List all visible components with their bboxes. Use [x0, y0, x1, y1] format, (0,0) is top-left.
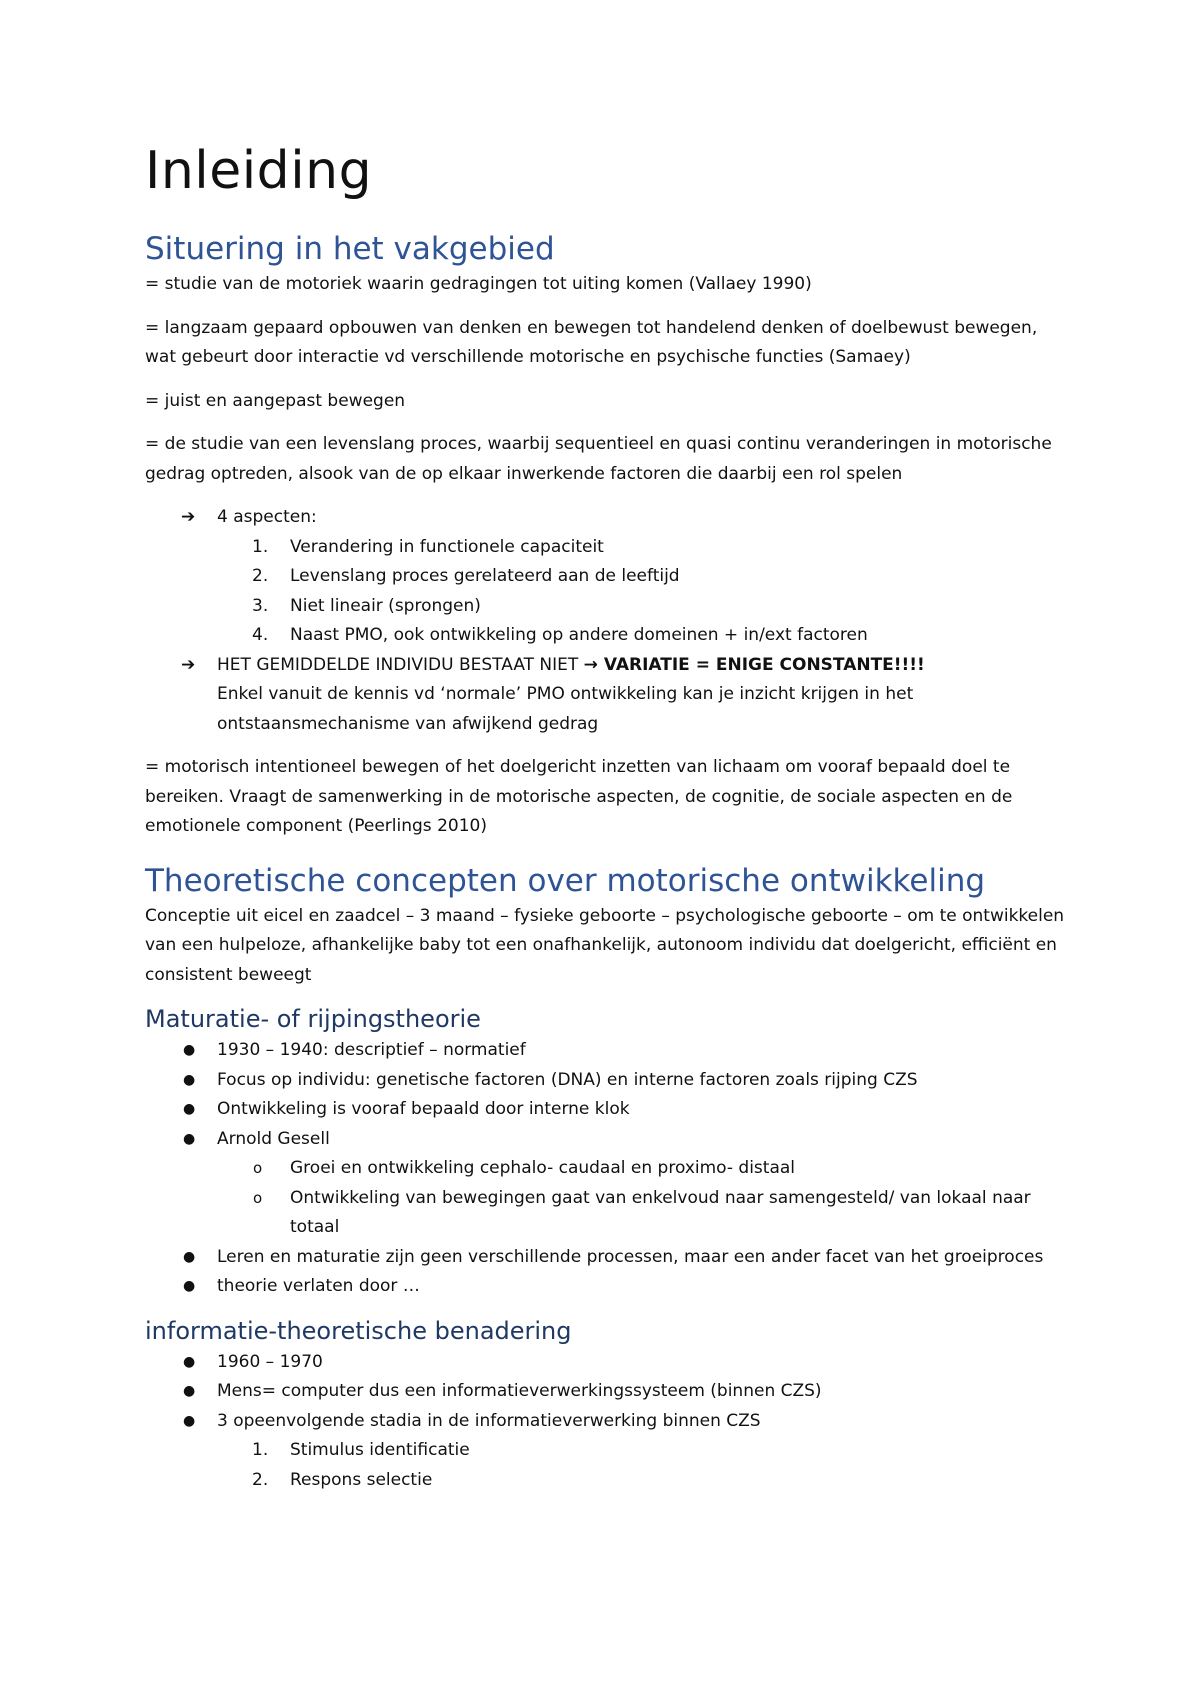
bullet-icon: ● [183, 1383, 196, 1399]
informatie-bullet-list [145, 1348, 1065, 1437]
document-content [145, 138, 1065, 1495]
list-item: o Ontwikkeling van bewegingen gaat van enkelvoud naar samengesteld/ van lokaal naar totaal [145, 1184, 1065, 1243]
arrow-item-continuation: Enkel vanuit de kennis vd ‘normale’ PMO ontwikkeling kan je inzicht krijgen in het ontstaansmechanisme van afwijkend gedrag [217, 684, 914, 734]
page-title: Inleiding [145, 141, 373, 201]
paragraph-definition-3: = juist en aangepast bewegen [145, 390, 406, 411]
list-item: ● Focus op individu: genetische factoren (DNA) en interne factoren zoals rijping CZS [145, 1066, 1065, 1096]
list-item: 1. Verandering in functionele capaciteit [252, 536, 604, 557]
list-item: 4. Naast PMO, ook ontwikkeling op andere domeinen + in/ext factoren [252, 625, 868, 645]
paragraph-definition-4: = de studie van een levenslang proces, waarbij sequentieel en quasi continu veranderingen in motorische gedrag optreden, alsook van de op elkaar inwerkende factoren die daarbij een rol spelen [145, 434, 1052, 484]
section-heading-situering: Situering in het vakgebied [145, 231, 555, 267]
bullet-icon: ● [183, 1353, 196, 1370]
sub-bullet-icon: o [253, 1159, 263, 1177]
maturatie-bullet-list [145, 1036, 1065, 1154]
arrow-item-aspects [145, 503, 1065, 533]
arrow-inline-icon: → [583, 654, 598, 675]
list-item: ● Arnold Gesell [145, 1125, 1065, 1155]
bullet-icon: ● [183, 1248, 196, 1265]
stages-list [145, 1436, 1065, 1495]
list-item: ● theorie verlaten door … [145, 1272, 1065, 1302]
bullet-icon: ● [183, 1042, 196, 1058]
bullet-icon: ● [183, 1101, 196, 1117]
list-item: o Groei en ontwikkeling cephalo- caudaal en proximo- distaal [145, 1154, 1065, 1184]
list-item: 2. Respons selectie [252, 1469, 433, 1490]
sub-bullet-icon: o [253, 1188, 263, 1207]
aspects-list [145, 533, 1065, 651]
bullet-icon: ● [183, 1278, 196, 1294]
list-item: ● Mens= computer dus een informatieverwerkingssysteem (binnen CZS) [145, 1377, 1065, 1407]
paragraph-definition-2: = langzaam gepaard opbouwen van denken en bewegen tot handelend denken of doelbewust bewegen, wat gebeurt door interactie vd verschillende motorische en psychische functies (Samaey) [145, 317, 1038, 367]
subsection-heading-informatie-theoretisch: informatie-theoretische benadering [145, 1316, 572, 1345]
gesell-sub-list [145, 1154, 1065, 1243]
emphasis-text: VARIATIE = ENIGE CONSTANTE!!!! [597, 654, 925, 675]
subsection-heading-maturatie: Maturatie- of rijpingstheorie [145, 1005, 481, 1033]
section-heading-theoretische-concepten: Theoretische concepten over motorische ontwikkeling [145, 862, 986, 899]
arrow-item-text: HET GEMIDDELDE INDIVIDU BESTAAT NIET [217, 654, 584, 675]
bullet-icon: ● [183, 1071, 196, 1088]
list-item: ● Ontwikkeling is vooraf bepaald door interne klok [145, 1095, 1065, 1125]
list-item: ● Leren en maturatie zijn geen verschillende processen, maar een ander facet van het groeiproces [145, 1243, 1065, 1273]
list-item: ● 1960 – 1970 [145, 1348, 1065, 1378]
paragraph-conceptie: Conceptie uit eicel en zaadcel – 3 maand – fysieke geboorte – psychologische geboorte – om te ontwikkelen van een hulpeloze, afhankelijke baby tot een onafhankelijk, autonoom individu dat doelgericht, efficiënt en consistent beweegt [145, 905, 1065, 985]
arrow-right-icon: ➔ [181, 507, 196, 527]
arrow-item-variatie [145, 651, 1065, 740]
arrow-right-icon: ➔ [181, 654, 196, 675]
paragraph-definition-5: = motorisch intentioneel bewegen of het doelgericht inzetten van lichaam om vooraf bepaald doel te bereiken. Vraagt de samenwerking in de motorische aspecten, de cognitie, de sociale aspecten en de emotionele component (Peerlings 2010) [145, 757, 1013, 836]
maturatie-bullet-list-continued [145, 1243, 1065, 1302]
paragraph-definition-1: = studie van de motoriek waarin gedragingen tot uiting komen (Vallaey 1990) [145, 274, 812, 294]
list-item: 1. Stimulus identificatie [252, 1440, 470, 1460]
bullet-icon: ● [183, 1412, 196, 1429]
arrow-item-text: 4 aspecten: [217, 507, 317, 527]
bullet-icon: ● [183, 1130, 196, 1147]
list-item: ● 3 opeenvolgende stadia in de informatieverwerking binnen CZS [145, 1407, 1065, 1437]
list-item: 3. Niet lineair (sprongen) [252, 595, 481, 616]
list-item: ● 1930 – 1940: descriptief – normatief [145, 1036, 1065, 1066]
list-item: 2. Levenslang proces gerelateerd aan de leeftijd [252, 566, 680, 586]
